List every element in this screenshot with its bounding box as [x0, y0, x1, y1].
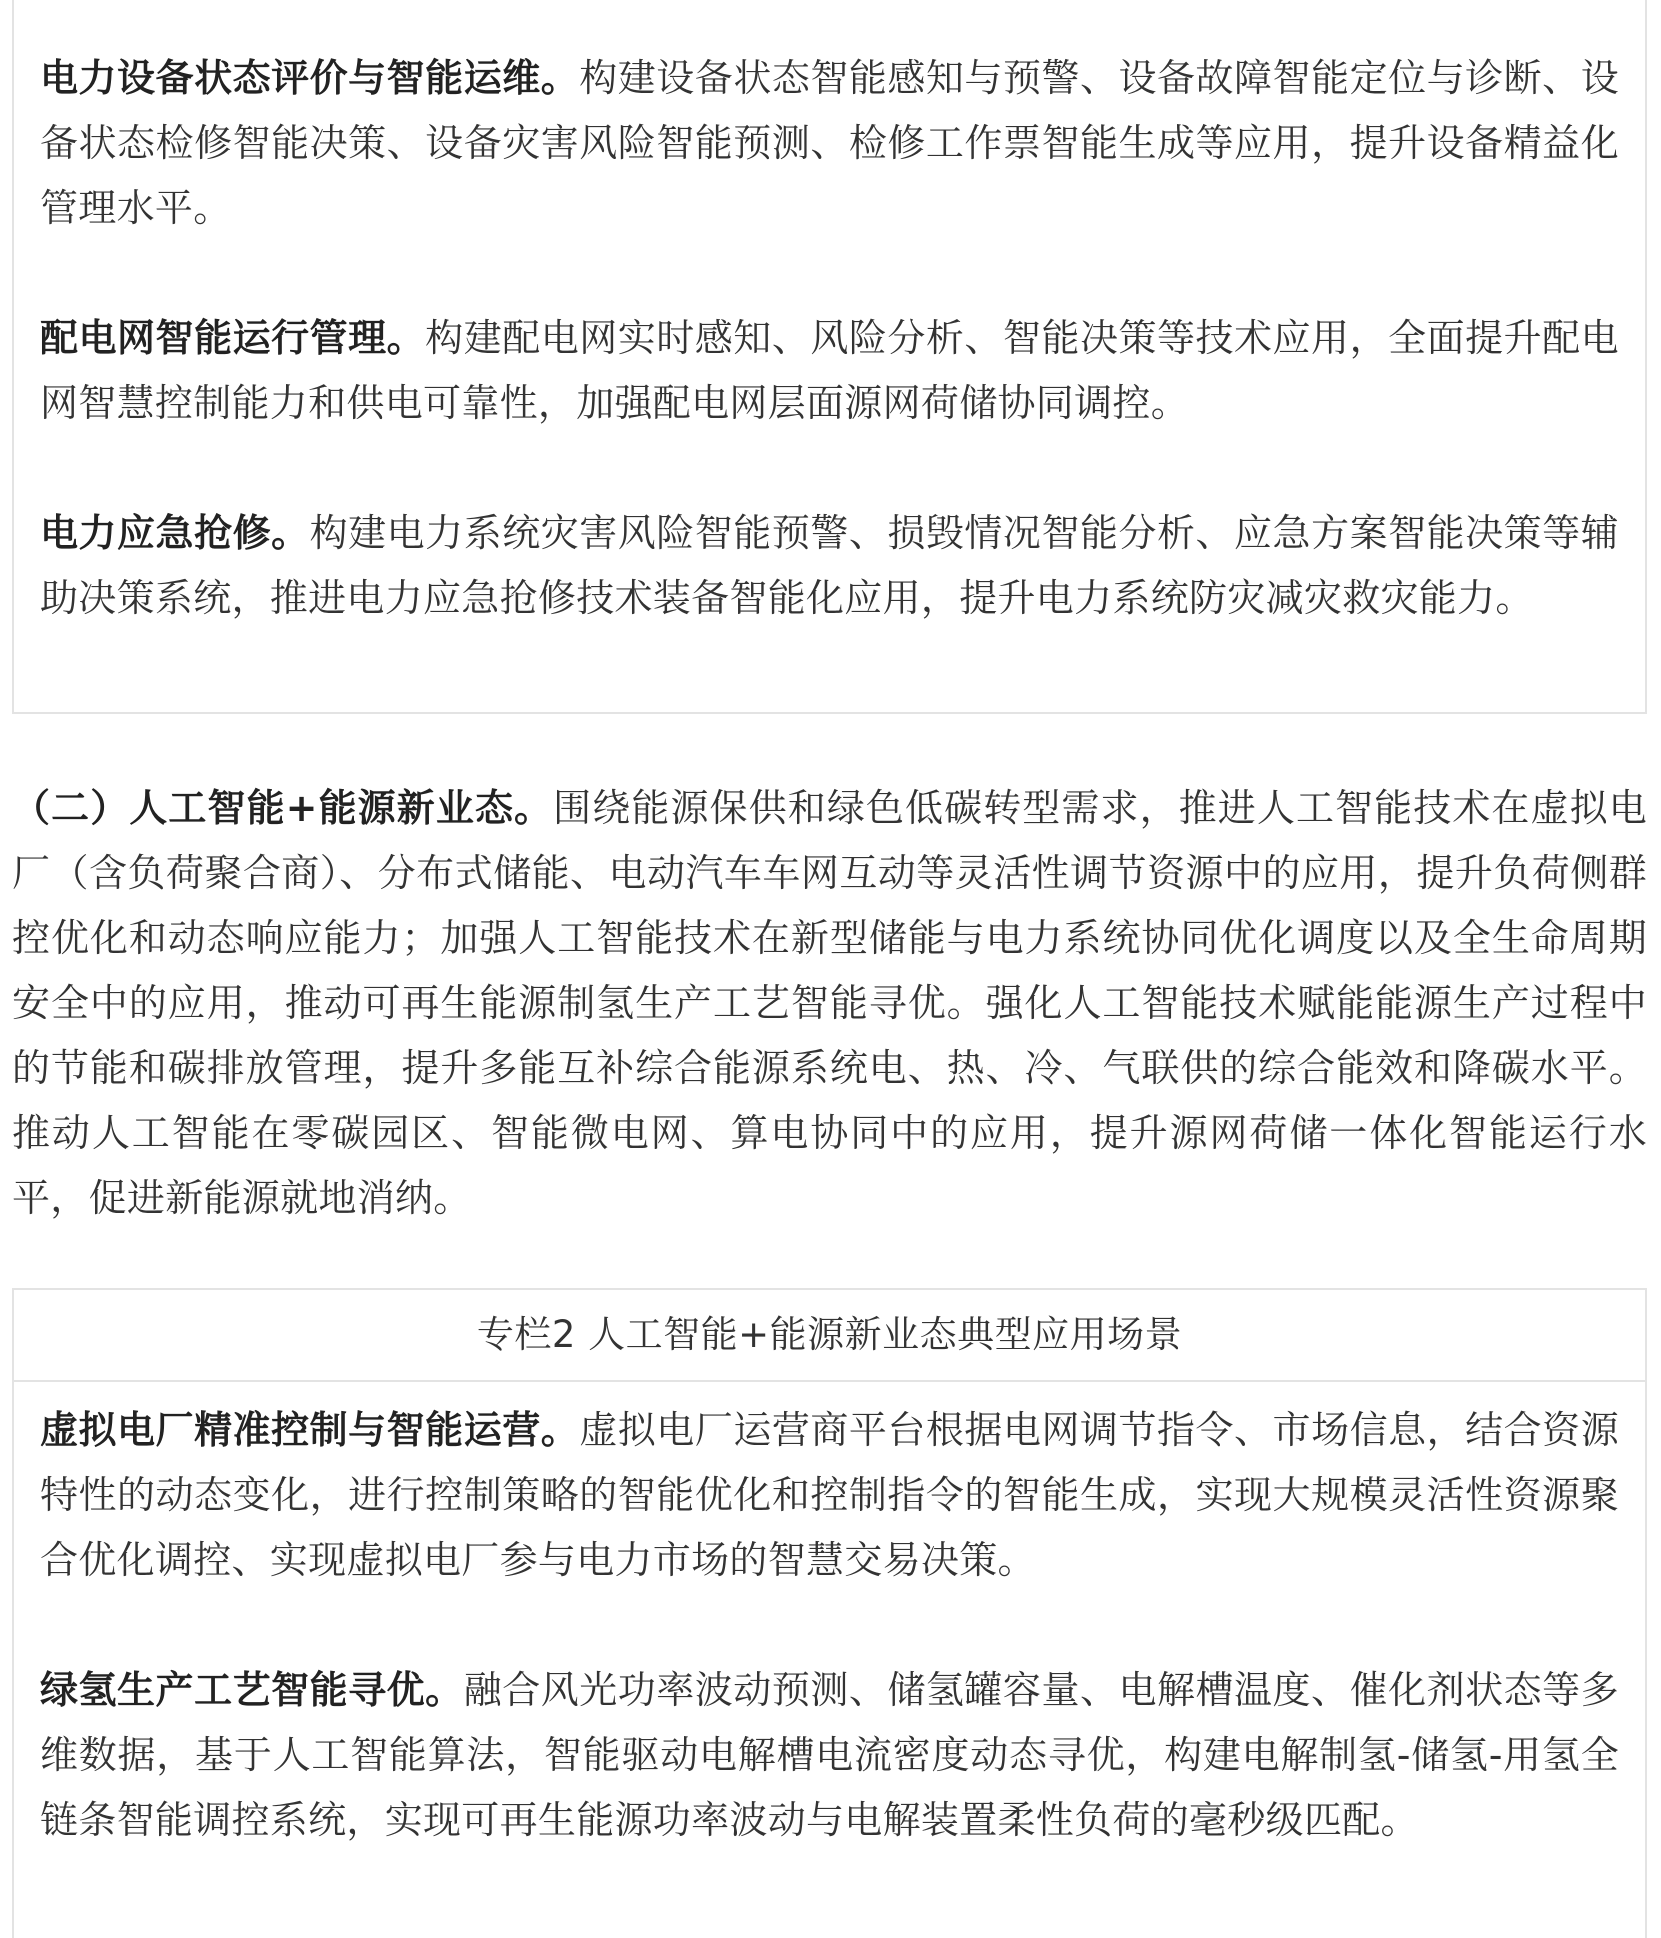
paragraph-text: 融合风光功率波动预测、储氢罐容量、电解槽温度、催化剂状态等多维数据，基于人工智能算法，智能驱动电解槽电流密度动态寻优，构建电解制氢-储氢-用氢全链条智能调控系统，实现可再生能源功率波动与电解装置柔性负荷的毫秒级匹配。: [40, 1668, 1619, 1842]
paragraph-title: 电力设备状态评价与智能运维。: [40, 56, 580, 100]
column-box-1: [12, 0, 1647, 714]
column-box-2-header: 专栏2 人工智能+能源新业态典型应用场景: [14, 1290, 1645, 1382]
column-box-2: [12, 1288, 1647, 1938]
paragraph-equipment-maintenance: [40, 46, 1619, 241]
paragraph-text: 构建设备状态智能感知与预警、设备故障智能定位与诊断、设备状态检修智能决策、设备灾害风险智能预测、检修工作票智能生成等应用，提升设备精益化管理水平。: [40, 56, 1619, 230]
paragraph-virtual-power-plant: [40, 1398, 1619, 1593]
section-2-text: 围绕能源保供和绿色低碳转型需求，推进人工智能技术在虚拟电厂（含负荷聚合商）、分布式储能、电动汽车车网互动等灵活性调节资源中的应用，提升负荷侧群控优化和动态响应能力；加强人工智能技术在新型储能与电力系统协同优化调度以及全生命周期安全中的应用，推动可再生能源制氢生产工艺智能寻优。强化人工智能技术赋能能源生产过程中的节能和碳排放管理，提升多能互补综合能源系统电、热、冷、气联供的综合能效和降碳水平。推动人工智能在零碳园区、智能微电网、算电协同中的应用，提升源网荷储一体化智能运行水平，促进新能源就地消纳。: [12, 786, 1647, 1220]
paragraph-title: 配电网智能运行管理。: [40, 316, 426, 360]
column-box-1-body: [14, 0, 1645, 631]
paragraph-green-hydrogen: [40, 1658, 1619, 1853]
paragraph-title: 电力应急抢修。: [40, 511, 310, 555]
section-2-title: （二）人工智能+能源新业态。: [12, 786, 554, 830]
paragraph-emergency-repair: [40, 501, 1619, 631]
paragraph-text: 构建电力系统灾害风险智能预警、损毁情况智能分析、应急方案智能决策等辅助决策系统，推进电力应急抢修技术装备智能化应用，提升电力系统防灾减灾救灾能力。: [40, 511, 1619, 620]
paragraph-text: 构建配电网实时感知、风险分析、智能决策等技术应用，全面提升配电网智慧控制能力和供电可靠性，加强配电网层面源网荷储协同调控。: [40, 316, 1619, 425]
paragraph-text: 虚拟电厂运营商平台根据电网调节指令、市场信息，结合资源特性的动态变化，进行控制策略的智能优化和控制指令的智能生成，实现大规模灵活性资源聚合优化调控、实现虚拟电厂参与电力市场的智慧交易决策。: [40, 1408, 1619, 1582]
paragraph-title: 绿氢生产工艺智能寻优。: [40, 1668, 464, 1712]
section-2-paragraph: [12, 776, 1647, 1231]
paragraph-distribution-network: [40, 306, 1619, 436]
column-box-2-body: [14, 1382, 1645, 1853]
paragraph-title: 虚拟电厂精准控制与智能运营。: [40, 1408, 580, 1452]
